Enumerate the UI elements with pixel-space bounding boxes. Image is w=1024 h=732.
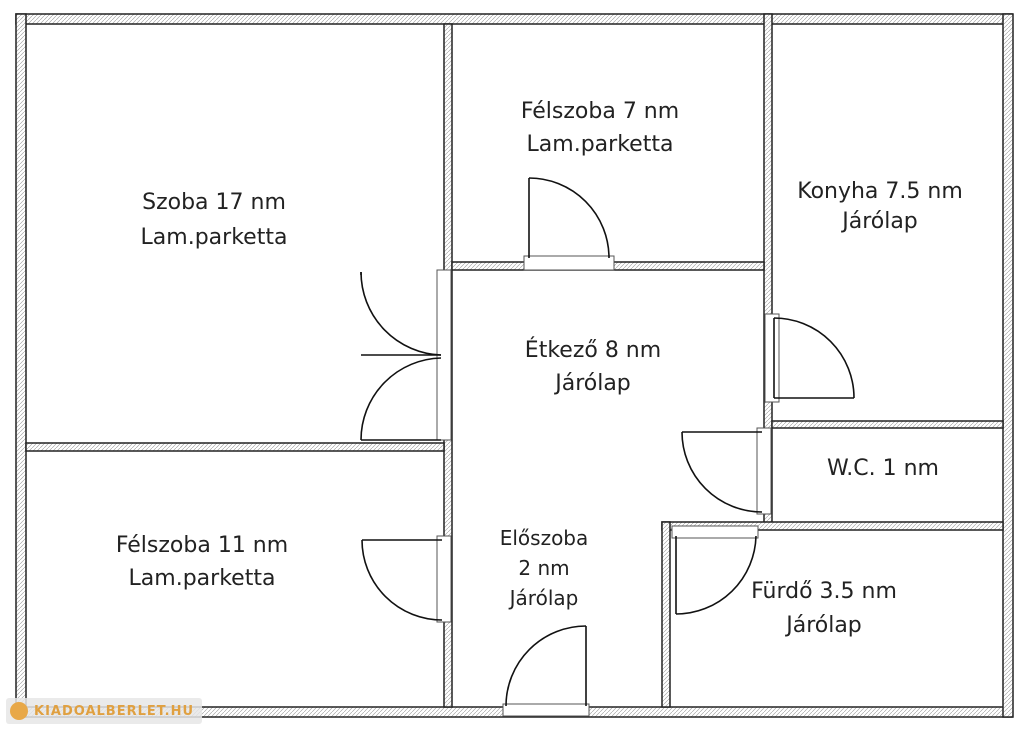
room-felszoba11-name: Félszoba 11 nm	[115, 533, 289, 558]
room-felszoba7-name: Félszoba 7 nm	[520, 99, 680, 124]
door-konyha	[765, 314, 854, 402]
door-szoba-upper	[361, 270, 451, 440]
room-furdo-name: Fürdő 3.5 nm	[751, 579, 897, 604]
room-furdo-floor: Járólap	[786, 613, 862, 638]
room-eloszoba	[500, 526, 589, 610]
room-felszoba11-floor: Lam.parketta	[128, 566, 276, 591]
room-wc-name: W.C. 1 nm	[827, 456, 939, 481]
room-szoba-floor: Lam.parketta	[140, 225, 288, 250]
room-eloszoba-name: Előszoba	[499, 526, 589, 550]
door-wc	[682, 428, 771, 514]
room-eloszoba-floor: Járólap	[509, 586, 579, 610]
watermark-text: KIADOALBERLET.HU	[34, 703, 195, 719]
room-eloszoba-size: 2 nm	[518, 556, 570, 580]
watermark-logo	[6, 698, 202, 724]
door-furdo	[672, 526, 758, 614]
room-etkezo-floor: Járólap	[555, 371, 631, 396]
room-etkezo-name: Étkező 8 nm	[524, 338, 662, 363]
room-furdo	[751, 579, 897, 638]
room-konyha-floor: Járólap	[842, 209, 918, 234]
door-felszoba11	[362, 536, 451, 622]
room-szoba-name: Szoba 17 nm	[142, 190, 286, 215]
room-szoba	[141, 190, 288, 250]
door-felszoba7	[524, 178, 614, 270]
room-konyha	[797, 179, 963, 234]
room-felszoba7-floor: Lam.parketta	[526, 132, 674, 157]
door-entrance	[503, 626, 589, 716]
room-felszoba11	[116, 533, 288, 591]
room-konyha-name: Konyha 7.5 nm	[797, 179, 963, 204]
room-wc	[827, 456, 939, 481]
room-etkezo	[525, 337, 661, 396]
door-szoba-lower	[361, 358, 441, 440]
logo-icon	[10, 702, 28, 720]
room-felszoba7	[521, 99, 679, 157]
outer-walls	[16, 14, 1013, 717]
